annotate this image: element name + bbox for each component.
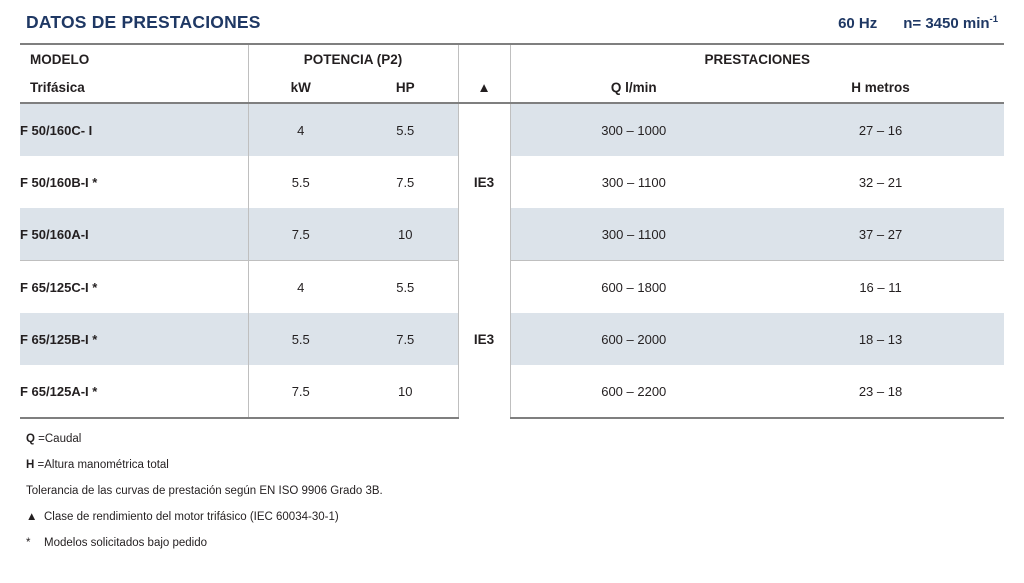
cell-head: 32 – 21 xyxy=(858,174,903,190)
cell-flow: 600 – 2000 xyxy=(510,313,757,365)
subheader-trifasica: Trifásica xyxy=(20,73,248,103)
cell-efficiency-class: IE3 xyxy=(458,103,510,261)
subheader-flow xyxy=(510,73,757,103)
cell-kw: 4 xyxy=(248,103,353,156)
cell-modelo: F 50/160C- I xyxy=(20,103,248,156)
speed-label: n= 3450 min xyxy=(903,15,990,32)
table-row xyxy=(20,103,1004,156)
footnote-text: =Caudal xyxy=(34,433,82,445)
flow-symbol: Q xyxy=(610,80,622,95)
cell-head: 16 – 11 xyxy=(859,279,902,295)
cell-kw: 5.5 xyxy=(248,313,353,365)
footnote-text: =Altura manométrica total xyxy=(34,459,169,472)
cell-modelo: F 50/160B-I * xyxy=(20,174,98,190)
table-body xyxy=(20,103,1004,418)
table-row xyxy=(20,261,1004,314)
cell-flow: 300 – 1000 xyxy=(510,103,757,156)
page-title: DATOS DE PRESTACIONES xyxy=(26,12,261,32)
cell-hp: 7.5 xyxy=(396,174,415,190)
header-efficiency-spacer xyxy=(458,44,510,73)
cell-modelo: F 50/160A-I xyxy=(20,208,248,261)
table-row xyxy=(20,365,1004,418)
cell-flow: 600 – 2200 xyxy=(510,365,757,418)
cell-modelo: F 65/125A-I * xyxy=(20,365,248,418)
cell-hp: 5.5 xyxy=(353,103,458,156)
cell-head: 27 – 16 xyxy=(757,103,1004,156)
subheader-hp: HP xyxy=(353,73,458,103)
asterisk-icon: * xyxy=(26,537,31,550)
cell-hp: 7.5 xyxy=(353,313,458,365)
speed-value xyxy=(903,14,998,32)
cell-kw: 7.5 xyxy=(248,365,353,418)
footnote-tolerance xyxy=(26,485,998,497)
cell-head: 37 – 27 xyxy=(757,208,1004,261)
table-row xyxy=(20,208,1004,261)
cell-hp: 5.5 xyxy=(396,279,415,295)
cell-flow: 300 – 1100 xyxy=(601,174,666,190)
cell-flow: 300 – 1100 xyxy=(510,208,757,261)
cell-kw: 4 xyxy=(248,261,353,314)
footnote-text: Modelos solicitados bajo pedido xyxy=(44,537,208,550)
performance-table xyxy=(20,43,1004,419)
cell-modelo: F 65/125C-I * xyxy=(20,279,98,295)
footnote-efficiency xyxy=(26,511,998,523)
table-row xyxy=(20,313,1004,365)
head-symbol: H xyxy=(851,80,861,95)
head-unit: metros xyxy=(861,80,910,95)
cell-kw: 5.5 xyxy=(248,156,353,208)
page-header xyxy=(20,0,1004,43)
speed-exponent: -1 xyxy=(989,14,998,25)
subheader-kw: kW xyxy=(248,73,353,103)
footnote-on-request xyxy=(26,537,998,549)
cell-head: 18 – 13 xyxy=(757,313,1004,365)
cell-flow: 600 – 1800 xyxy=(601,279,667,295)
cell-modelo: F 65/125B-I * xyxy=(20,313,248,365)
cell-efficiency-class: IE3 xyxy=(458,261,510,419)
triangle-icon: ▲ xyxy=(26,511,38,524)
footnote-symbol: H xyxy=(26,459,35,472)
cell-hp: 10 xyxy=(353,208,458,261)
table-sub-header-row xyxy=(20,73,1004,103)
flow-unit: l/min xyxy=(621,80,657,95)
table-group-header-row xyxy=(20,44,1004,73)
frequency-value: 60 Hz xyxy=(838,15,878,32)
footnotes xyxy=(20,419,1004,549)
table-row xyxy=(20,156,1004,208)
header-potencia: POTENCIA (P2) xyxy=(248,44,458,73)
efficiency-class-icon: ▲ xyxy=(458,73,510,103)
footnote-flow xyxy=(26,433,998,445)
footnote-head xyxy=(26,459,998,471)
footnote-text: Tolerancia de las curvas de prestación según EN ISO 9906 Grado 3B. xyxy=(26,485,383,498)
subheader-head xyxy=(757,73,1004,103)
header-specs xyxy=(838,14,998,32)
cell-head: 23 – 18 xyxy=(757,365,1004,418)
cell-kw: 7.5 xyxy=(248,208,353,261)
footnote-text: Clase de rendimiento del motor trifásico (IEC 60034-30-1) xyxy=(44,511,339,524)
header-modelo: MODELO xyxy=(20,44,248,73)
cell-hp: 10 xyxy=(353,365,458,418)
footnote-symbol: Q xyxy=(26,433,35,445)
header-prestaciones: PRESTACIONES xyxy=(510,44,1004,73)
